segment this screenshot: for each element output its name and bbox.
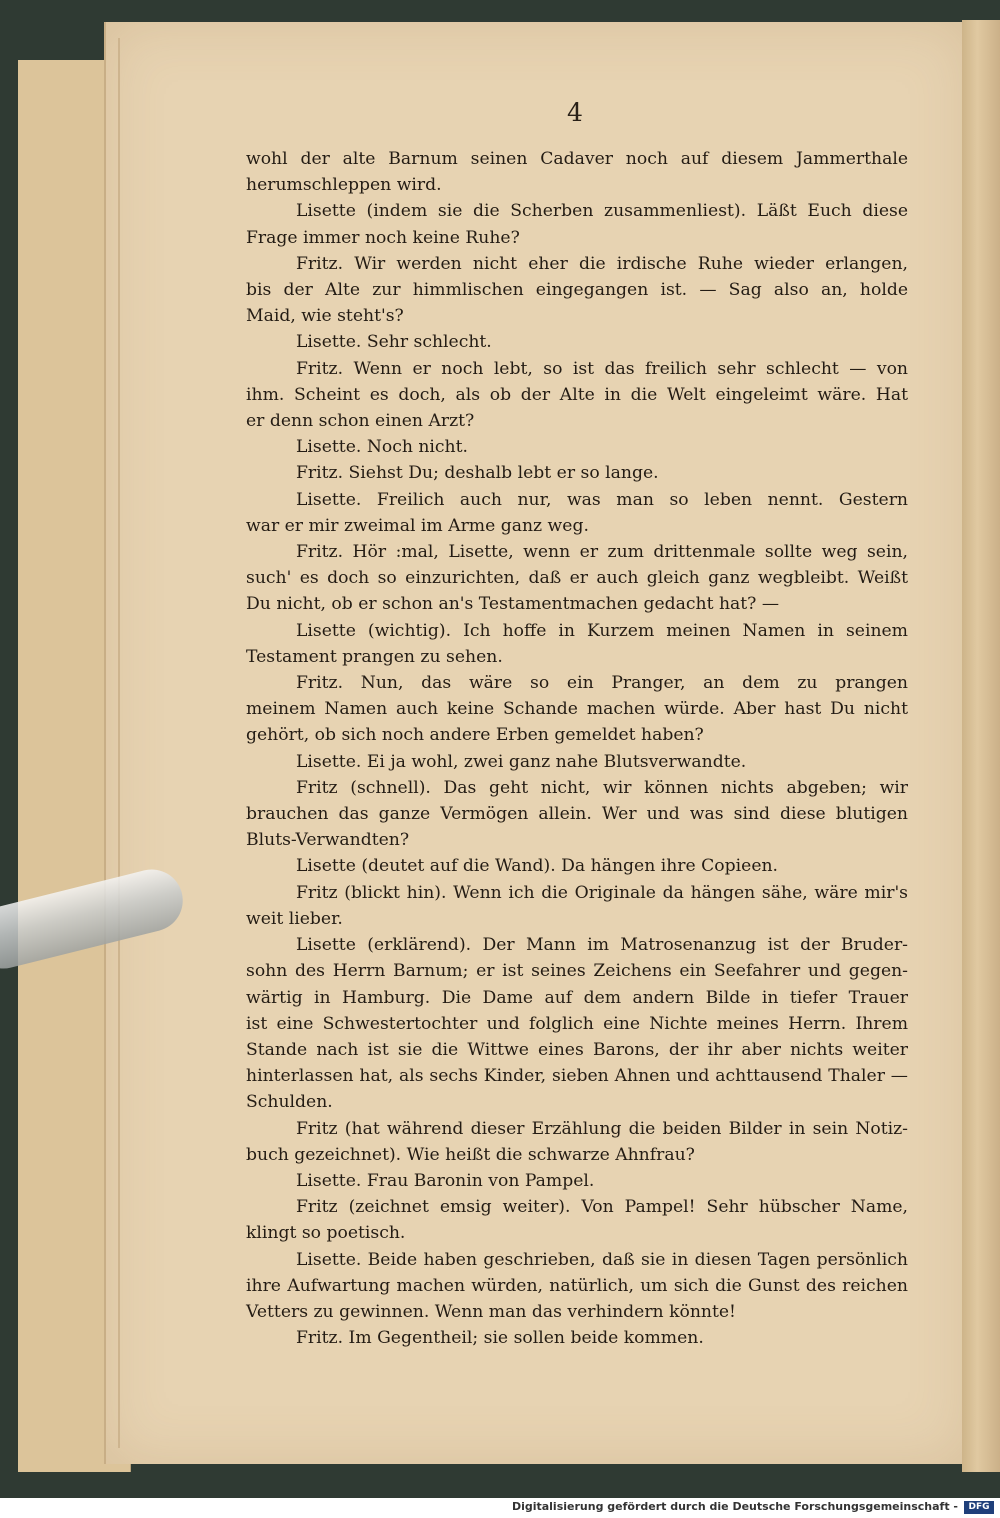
text-line: wärtig in Hamburg. Die Dame auf dem andern Bilde in tiefer Trauer	[246, 987, 908, 1008]
body-text	[246, 146, 908, 1351]
text-line: Lisette. Noch nicht.	[296, 437, 468, 458]
text-line: Fritz. Nun, das wäre so ein Pranger, an dem zu prangen	[296, 673, 908, 694]
text-line: ihre Aufwartung machen würden, natürlich, um sich die Gunst des reichen	[246, 1275, 908, 1296]
text-line: bis der Alte zur himmlischen eingegangen ist. — Sag also an, holde	[246, 280, 908, 301]
text-line: Lisette (indem sie die Scherben zusammenliest). Läßt Euch diese	[296, 201, 908, 222]
text-line: Fritz. Im Gegentheil; sie sollen beide kommen.	[296, 1328, 704, 1349]
text-line: war er mir zweimal im Arme ganz weg.	[246, 515, 589, 536]
text-line: hinterlassen hat, als sechs Kinder, sieben Ahnen und achttausend Thaler —	[246, 1066, 908, 1087]
text-line: Bluts-Verwandten?	[246, 830, 410, 851]
text-line: wohl der alte Barnum seinen Cadaver noch auf diesem Jammerthale	[246, 149, 908, 169]
page-edge-stack	[962, 20, 1000, 1472]
text-line: Lisette. Beide haben geschrieben, daß sie in diesen Tagen persönlich	[296, 1249, 908, 1270]
text-line: Lisette (wichtig). Ich hoffe in Kurzem meinen Namen in seinem	[296, 620, 908, 641]
text-line: Fritz. Hör :mal, Lisette, wenn er zum drittenmale sollte weg sein,	[296, 542, 908, 563]
text-line: Maid, wie steht's?	[246, 306, 404, 327]
text-line: Fritz. Wenn er noch lebt, so ist das freilich sehr schlecht — von	[296, 358, 908, 379]
text-line: Lisette. Freilich auch nur, was man so leben nennt. Gestern	[296, 489, 908, 510]
text-line: Fritz (schnell). Das geht nicht, wir können nichts abgeben; wir	[296, 777, 908, 798]
text-line: Du nicht, ob er schon an's Testamentmachen gedacht hat? —	[246, 594, 780, 615]
text-line: Lisette (deutet auf die Wand). Da hängen ihre Copieen.	[296, 856, 779, 877]
text-line: brauchen das ganze Vermögen allein. Wer und was sind diese blutigen	[246, 804, 908, 825]
text-line: klingt so poetisch.	[246, 1223, 406, 1244]
text-line: herumschleppen wird.	[246, 175, 442, 196]
text-line: Fritz (blickt hin). Wenn ich die Originale da hängen sähe, wäre mir's	[296, 882, 908, 903]
text-line: such' es doch so einzurichten, daß er auch gleich ganz wegbleibt. Weißt	[246, 568, 908, 589]
text-line: Stande nach ist sie die Wittwe eines Barons, der ihr aber nichts weiter	[246, 1039, 908, 1060]
text-line: ist eine Schwestertochter und folglich eine Nichte meines Herrn. Ihrem	[246, 1013, 908, 1034]
page-number: 4	[567, 98, 583, 127]
text-line: gehört, ob sich noch andere Erben gemeldet haben?	[246, 725, 704, 746]
text-line: Lisette. Ei ja wohl, zwei ganz nahe Blutsverwandte.	[296, 751, 747, 772]
text-line: Lisette. Frau Baronin von Pampel.	[296, 1170, 595, 1191]
text-line: Fritz. Siehst Du; deshalb lebt er so lange.	[296, 463, 659, 484]
text-line: sohn des Herrn Barnum; er ist seines Zeichens ein Seefahrer und gegen-	[246, 961, 908, 982]
dfg-logo: DFG	[964, 1501, 994, 1514]
text-line: Schulden.	[246, 1092, 333, 1113]
footer-bar	[0, 1498, 1000, 1518]
text-line: Fritz (hat während dieser Erzählung die beiden Bilder in sein Notiz-	[296, 1118, 908, 1139]
text-line: Frage immer noch keine Ruhe?	[246, 227, 520, 248]
text-line: weit lieber.	[246, 908, 343, 929]
text-line: er denn schon einen Arzt?	[246, 411, 475, 432]
text-line: Fritz (zeichnet emsig weiter). Von Pampel! Sehr hübscher Name,	[296, 1197, 908, 1218]
text-line: Lisette. Sehr schlecht.	[296, 332, 492, 353]
text-line: Fritz. Wir werden nicht eher die irdische Ruhe wieder erlangen,	[296, 253, 908, 274]
footer-credit: Digitalisierung gefördert durch die Deutsche Forschungsgemeinschaft -	[511, 1500, 958, 1513]
page-fold-line	[118, 38, 120, 1448]
text-line: buch gezeichnet). Wie heißt die schwarze Ahnfrau?	[246, 1144, 695, 1165]
text-line: Lisette (erklärend). Der Mann im Matrosenanzug ist der Bruder-	[296, 935, 908, 956]
text-line: meinem Namen auch keine Schande machen würde. Aber hast Du nicht	[246, 699, 908, 720]
text-line: Testament prangen zu sehen.	[246, 646, 503, 667]
text-line: Vetters zu gewinnen. Wenn man das verhindern könnte!	[246, 1301, 736, 1322]
text-line: ihm. Scheint es doch, als ob der Alte in die Welt eingeleimt wäre. Hat	[246, 384, 908, 405]
